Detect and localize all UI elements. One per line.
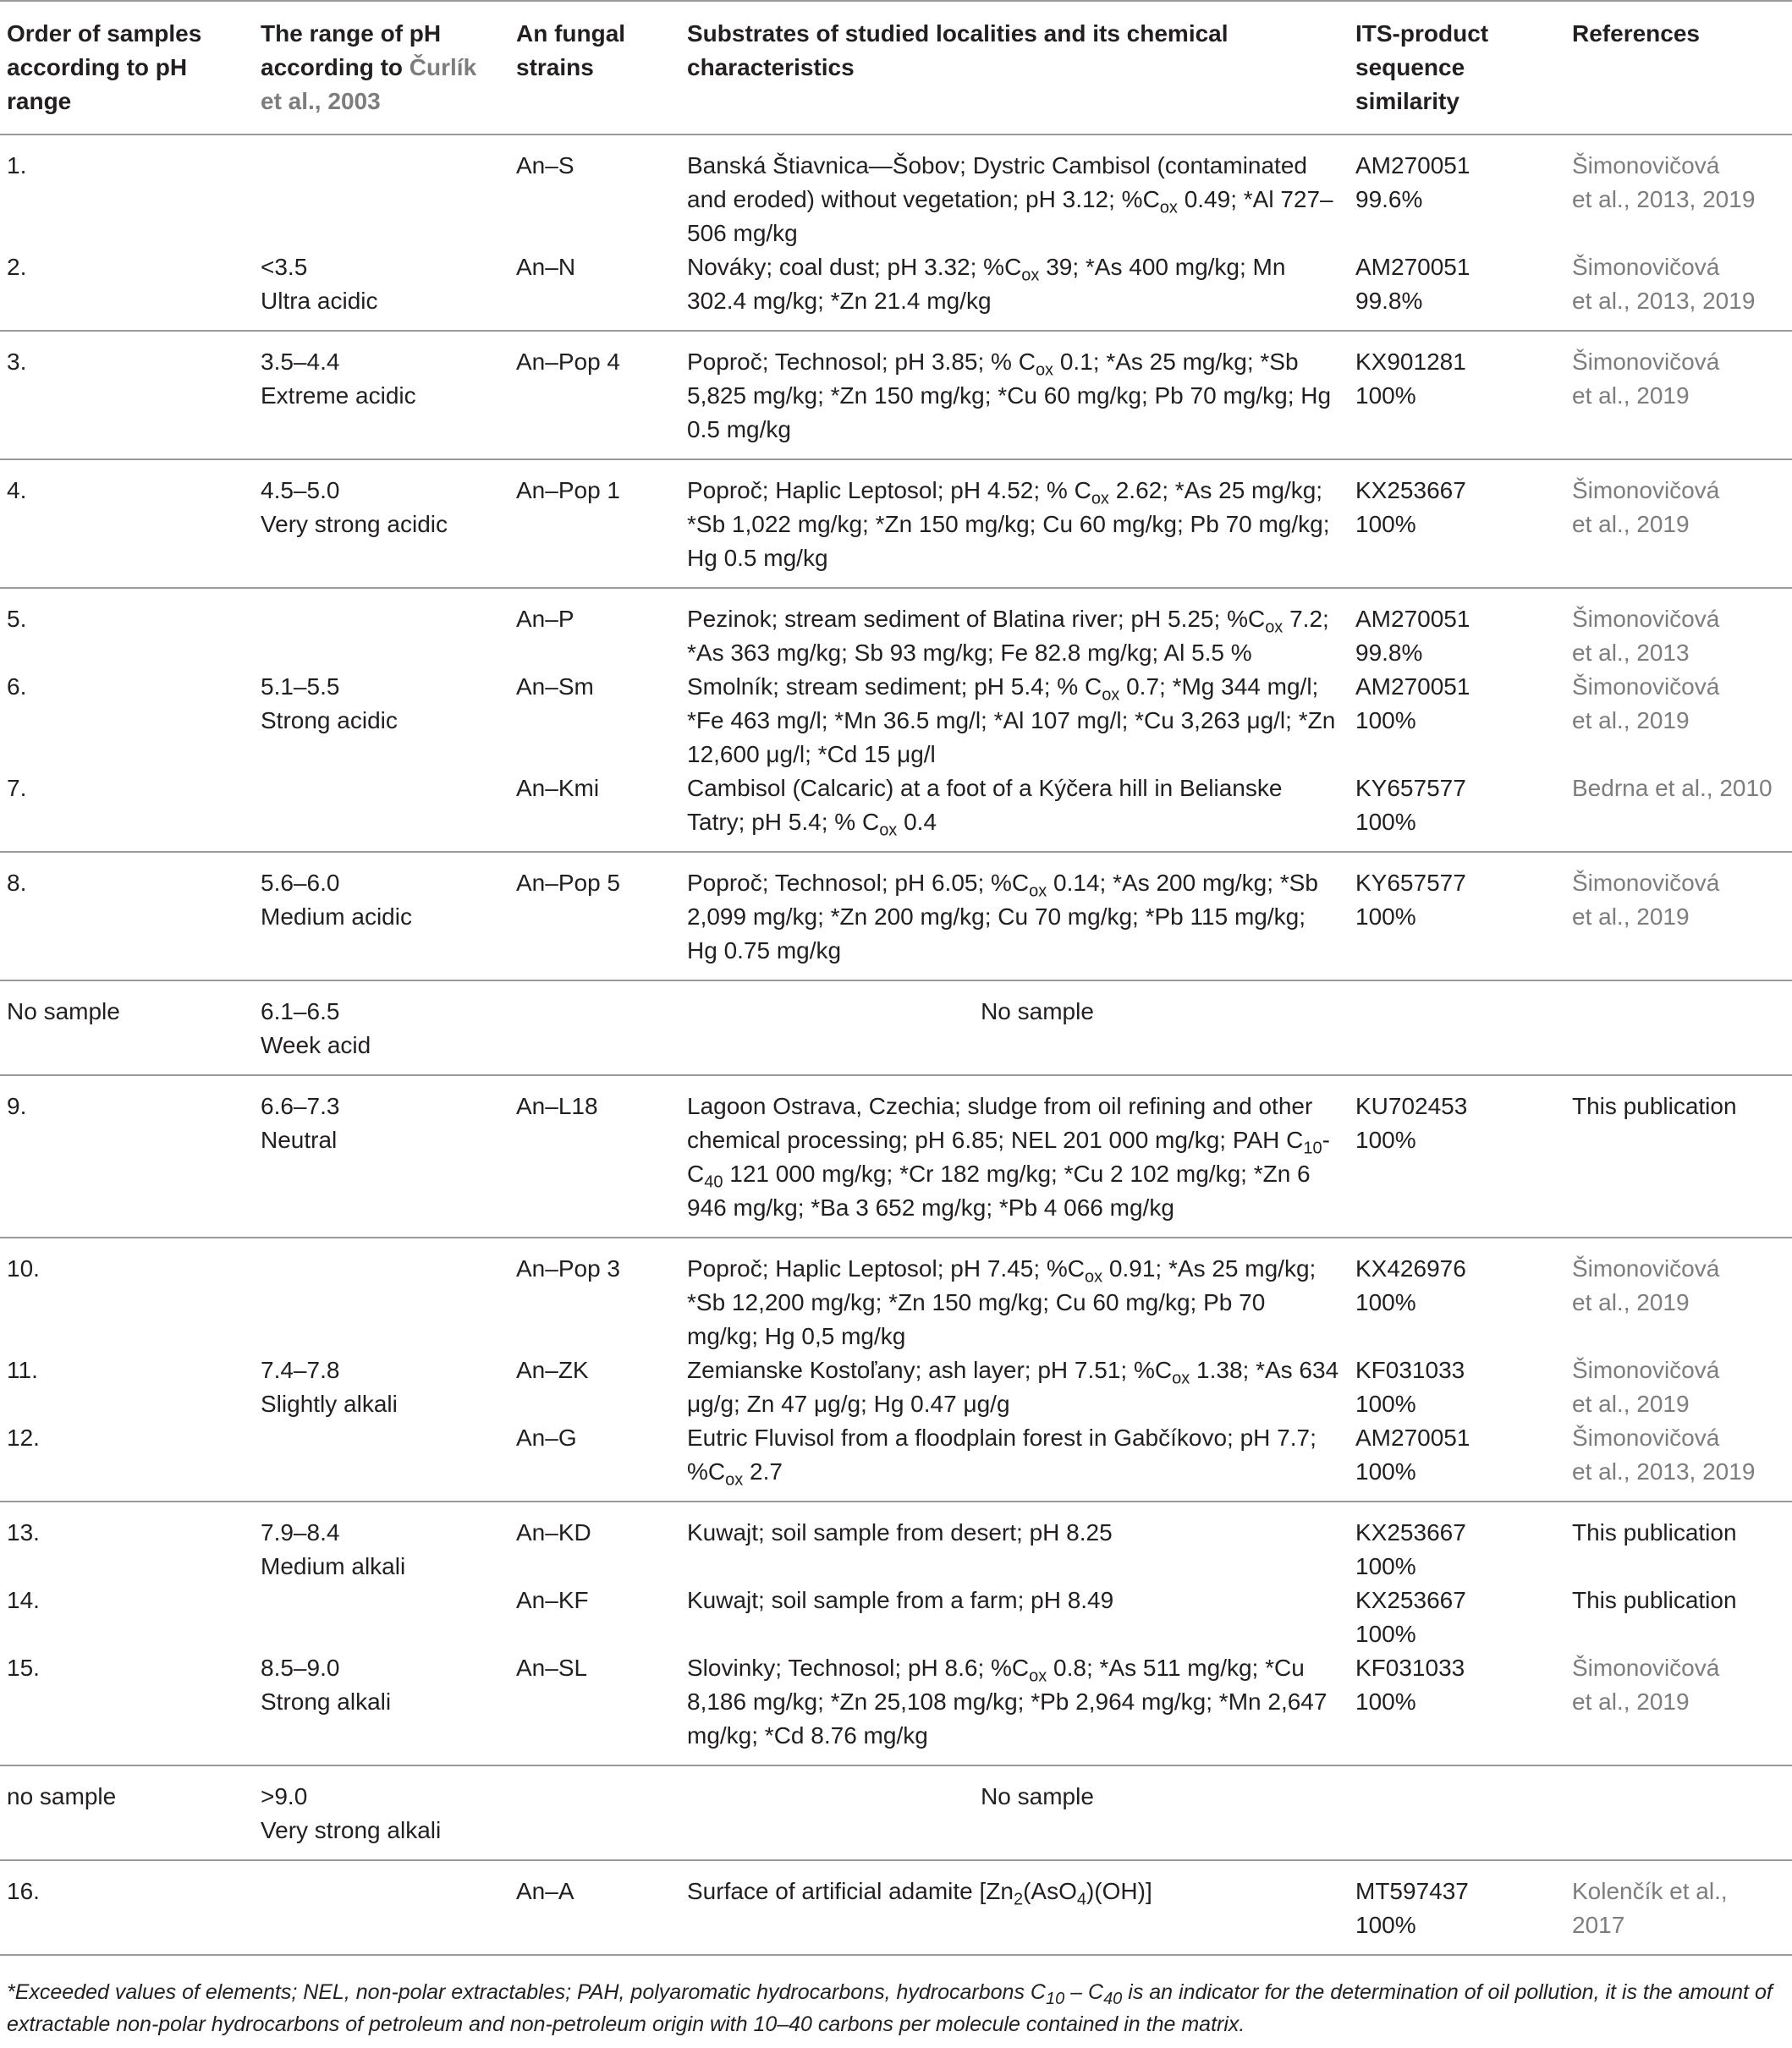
its-cell: AM270051 99.8% xyxy=(1355,606,1470,666)
substrate-cell: Poproč; Haplic Leptosol; pH 4.52; % $C_{ox}$ 2.62; *As 25 mg/kg; *Sb 1,022 mg/kg; *Zn 150 mg/kg; Cu 60 mg/kg; Pb 70 mg/kg; Hg 0.5 mg/kg xyxy=(687,477,1330,571)
reference-link[interactable]: Šimonovičová et al., 2019 xyxy=(1572,1255,1720,1315)
substrate-cell: Eutric Fluvisol from a floodplain forest in Gabčíkovo; pH 7.7; $\%C_{ox}$ 2.7 xyxy=(687,1425,1317,1490)
range-cell: >9.0 Very strong alkali xyxy=(261,1783,442,1843)
order-cell: No sample xyxy=(7,998,120,1024)
reference-cell: This publication xyxy=(1572,1093,1737,1119)
its-cell: KX901281 100% xyxy=(1355,349,1466,409)
strain-cell: An–G xyxy=(516,1425,577,1451)
strain-cell: An–KD xyxy=(516,1519,591,1546)
table-row xyxy=(0,250,1792,331)
range-cell xyxy=(254,135,509,250)
reference-link[interactable]: Šimonovičová et al., 2019 xyxy=(1572,870,1720,930)
reference-link[interactable]: Šimonovičová et al., 2019 xyxy=(1572,1655,1720,1715)
strain-cell: An–ZK xyxy=(516,1357,589,1383)
reference-link[interactable]: Šimonovičová et al., 2019 xyxy=(1572,673,1720,733)
table-row xyxy=(0,459,1792,588)
no-sample-cell: No sample xyxy=(981,998,1094,1024)
order-cell: 4. xyxy=(7,477,27,503)
table-row xyxy=(0,588,1792,670)
strain-cell: An–Pop 4 xyxy=(516,349,620,375)
its-cell: MT597437 100% xyxy=(1355,1878,1469,1938)
range-cell: 5.6–6.0 Medium acidic xyxy=(261,870,412,930)
strain-cell: An–P xyxy=(516,606,574,632)
table-row xyxy=(0,852,1792,980)
reference-link[interactable]: Šimonovičová et al., 2019 xyxy=(1572,477,1720,537)
order-cell: 12. xyxy=(7,1425,40,1451)
table-row xyxy=(0,1860,1792,1955)
strain-cell: An–N xyxy=(516,254,576,280)
order-cell: no sample xyxy=(7,1783,117,1809)
range-cell: 6.1–6.5 Week acid xyxy=(261,998,371,1058)
header-references: References xyxy=(1572,20,1700,47)
substrate-cell: Smolník; stream sediment; pH 5.4; % $C_{ox}$ 0.7; *Mg 344 mg/l; *Fe 463 mg/l; *Mn 36.5 mg/l; *Al 107 mg/l; *Cu 3,263 μg/l; *Zn 12,600 μg/l; *Cd 15 μg/l xyxy=(687,673,1336,767)
substrate-cell: Kuwajt; soil sample from a farm; pH 8.49 xyxy=(687,1587,1114,1613)
order-cell: 11. xyxy=(7,1357,38,1383)
reference-link[interactable]: Šimonovičová et al., 2013 xyxy=(1572,606,1720,666)
substrate-cell: Kuwajt; soil sample from desert; pH 8.25 xyxy=(687,1519,1113,1546)
its-cell: KF031033 100% xyxy=(1355,1357,1465,1417)
table-row xyxy=(0,1765,1792,1860)
strain-cell: An–L18 xyxy=(516,1093,598,1119)
order-cell: 16. xyxy=(7,1878,40,1904)
order-cell: 5. xyxy=(7,606,27,632)
table-row xyxy=(0,1238,1792,1353)
substrate-cell: Zemianske Kostoľany; ash layer; pH 7.51; $\%C_{ox}$ 1.38; *As 634 μg/g; Zn 47 μg/g; Hg 0.47 μg/g xyxy=(687,1357,1339,1417)
range-cell xyxy=(254,771,509,852)
order-cell: 3. xyxy=(7,349,27,375)
order-cell: 6. xyxy=(7,673,27,700)
reference-link[interactable]: Šimonovičová et al., 2019 xyxy=(1572,349,1720,409)
its-cell: AM270051 100% xyxy=(1355,673,1470,733)
table-row xyxy=(0,771,1792,852)
substrate-cell: Surface of artificial adamite $[Zn_2(AsO_4)(OH)]$ xyxy=(687,1878,1152,1909)
substrate-cell: Poproč; Haplic Leptosol; pH 7.45; $\%C_{ox}$ 0.91; *As 25 mg/kg; *Sb 12,200 mg/kg; *Zn 150 mg/kg; Cu 60 mg/kg; Pb 70 mg/kg; Hg 0,5 mg/kg xyxy=(687,1255,1317,1349)
header-substrates: Substrates of studied localities and its chemical characteristics xyxy=(687,20,1229,80)
substrate-cell: Nováky; coal dust; pH 3.32; $\%C_{ox}$ 39; *As 400 mg/kg; Mn 302.4 mg/kg; *Zn 21.4 mg/kg xyxy=(687,254,1286,314)
header-strains: An fungal strains xyxy=(516,20,626,80)
order-cell: 8. xyxy=(7,870,27,896)
substrate-cell: Banská Štiavnica—Šobov; Dystric Cambisol (contaminated and eroded) without vegetation; pH 3.12; $\%C_{ox}$ 0.49; *Al 727–506 mg/kg xyxy=(687,152,1333,246)
header-ph-range xyxy=(254,1,509,135)
range-cell: 8.5–9.0 Strong alkali xyxy=(261,1655,392,1715)
strain-cell: An–Pop 5 xyxy=(516,870,620,896)
table-footnote: *Exceeded values of elements; NEL, non-polar extractables; PAH, polyaromatic hydrocarbons, hydrocarbons $C_{10} - C_{40}$ is an indicator for the determination of oil pollution, it is the amount of extractable non-polar hydrocarbons of petroleum and non-petroleum origin with 10–40 carbons per molecule contained in the matrix. xyxy=(7,1980,1773,2036)
its-cell: KX426976 100% xyxy=(1355,1255,1466,1315)
table-row xyxy=(0,1075,1792,1238)
substrate-cell: Poproč; Technosol; pH 3.85; % $C_{ox}$ 0.1; *As 25 mg/kg; *Sb 5,825 mg/kg; *Zn 150 mg/kg; *Cu 60 mg/kg; Pb 70 mg/kg; Hg 0.5 mg/kg xyxy=(687,349,1332,442)
strain-cell: An–Kmi xyxy=(516,775,600,801)
table-row xyxy=(0,670,1792,771)
reference-link[interactable]: Šimonovičová et al., 2019 xyxy=(1572,1357,1720,1417)
reference-link[interactable]: Bedrna et al., 2010 xyxy=(1572,775,1773,801)
no-sample-cell: No sample xyxy=(981,1783,1094,1809)
its-cell: AM270051 99.6% xyxy=(1355,152,1470,212)
range-cell: 4.5–5.0 Very strong acidic xyxy=(261,477,448,537)
order-cell: 15. xyxy=(7,1655,40,1681)
table-row xyxy=(0,980,1792,1075)
header-its: ITS-product sequence similarity xyxy=(1355,20,1489,114)
its-cell: KX253667 100% xyxy=(1355,477,1466,537)
its-cell: KU702453 100% xyxy=(1355,1093,1468,1153)
table-row xyxy=(0,1502,1792,1584)
order-cell: 14. xyxy=(7,1587,40,1613)
range-cell: 3.5–4.4 Extreme acidic xyxy=(261,349,416,409)
table-row xyxy=(0,331,1792,459)
table-row xyxy=(0,1421,1792,1502)
substrate-cell: Poproč; Technosol; pH 6.05; $\%C_{ox}$ 0.14; *As 200 mg/kg; *Sb 2,099 mg/kg; *Zn 200 mg/kg; Cu 70 mg/kg; *Pb 115 mg/kg; Hg 0.75 mg/kg xyxy=(687,870,1318,964)
strain-cell: An–KF xyxy=(516,1587,589,1613)
its-cell: AM270051 99.8% xyxy=(1355,254,1470,314)
header-ph-range-reference[interactable]: Čurlík et al., 2003 xyxy=(261,54,477,114)
reference-link[interactable]: Šimonovičová et al., 2013, 2019 xyxy=(1572,1425,1756,1485)
reference-cell: This publication xyxy=(1572,1587,1737,1613)
order-cell: 2. xyxy=(7,254,27,280)
order-cell: 10. xyxy=(7,1255,40,1282)
table-row xyxy=(0,1353,1792,1421)
reference-link[interactable]: Šimonovičová et al., 2013, 2019 xyxy=(1572,254,1756,314)
range-cell xyxy=(254,1421,509,1502)
header-row xyxy=(0,1,1792,135)
reference-link[interactable]: Kolenčík et al., 2017 xyxy=(1572,1878,1728,1938)
substrate-cell: Lagoon Ostrava, Czechia; sludge from oil refining and other chemical processing; pH 6.85; NEL 201 000 mg/kg; PAH $C_{10}-C_{40}$ 121 000 mg/kg; *Cr 182 mg/kg; *Cu 2 102 mg/kg; *Zn 6 946 mg/kg; *Ba 3 652 mg/kg; *Pb 4 066 mg/kg xyxy=(687,1093,1330,1221)
range-cell: 7.9–8.4 Medium alkali xyxy=(261,1519,406,1579)
table-row xyxy=(0,135,1792,250)
table-row xyxy=(0,1651,1792,1765)
range-cell xyxy=(254,1584,509,1651)
header-ph-range-label: The range of pH according to xyxy=(261,20,442,80)
strain-cell: An–Pop 3 xyxy=(516,1255,620,1282)
substrate-cell: Slovinky; Technosol; pH 8.6; $\%C_{ox}$ 0.8; *As 511 mg/kg; *Cu 8,186 mg/kg; *Zn 25,108 mg/kg; *Pb 2,964 mg/kg; *Mn 2,647 mg/kg; *Cd 8.76 mg/kg xyxy=(687,1655,1328,1749)
its-cell: KX253667 100% xyxy=(1355,1587,1466,1647)
order-cell: 13. xyxy=(7,1519,40,1546)
its-cell: AM270051 100% xyxy=(1355,1425,1470,1485)
its-cell: KY657577 100% xyxy=(1355,870,1466,930)
reference-cell: This publication xyxy=(1572,1519,1737,1546)
range-cell: 7.4–7.8 Slightly alkali xyxy=(261,1357,398,1417)
range-cell: 5.1–5.5 Strong acidic xyxy=(261,673,398,733)
order-cell: 9. xyxy=(7,1093,27,1119)
range-cell: <3.5 Ultra acidic xyxy=(261,254,378,314)
range-cell: 6.6–7.3 Neutral xyxy=(261,1093,340,1153)
its-cell: KY657577 100% xyxy=(1355,775,1466,835)
reference-link[interactable]: Šimonovičová et al., 2013, 2019 xyxy=(1572,152,1756,212)
range-cell xyxy=(254,1238,509,1353)
strain-cell: An–Pop 1 xyxy=(516,477,620,503)
range-cell xyxy=(254,1860,509,1955)
order-cell: 7. xyxy=(7,775,27,801)
its-cell: KX253667 100% xyxy=(1355,1519,1466,1579)
strain-cell: An–S xyxy=(516,152,574,178)
substrate-cell: Cambisol (Calcaric) at a foot of a Kýčera hill in Belianske Tatry; pH 5.4; % $C_{ox}$ 0.4 xyxy=(687,775,1283,840)
substrate-cell: Pezinok; stream sediment of Blatina river; pH 5.25; $\%C_{ox}$ 7.2; *As 363 mg/kg; Sb 93 mg/kg; Fe 82.8 mg/kg; Al 5.5 % xyxy=(687,606,1329,666)
strain-cell: An–SL xyxy=(516,1655,588,1681)
strain-cell: An–Sm xyxy=(516,673,594,700)
order-cell: 1. xyxy=(7,152,27,178)
table-row xyxy=(0,1584,1792,1651)
its-cell: KF031033 100% xyxy=(1355,1655,1465,1715)
range-cell xyxy=(254,588,509,670)
header-order: Order of samples according to pH range xyxy=(7,20,202,114)
strain-cell: An–A xyxy=(516,1878,574,1904)
